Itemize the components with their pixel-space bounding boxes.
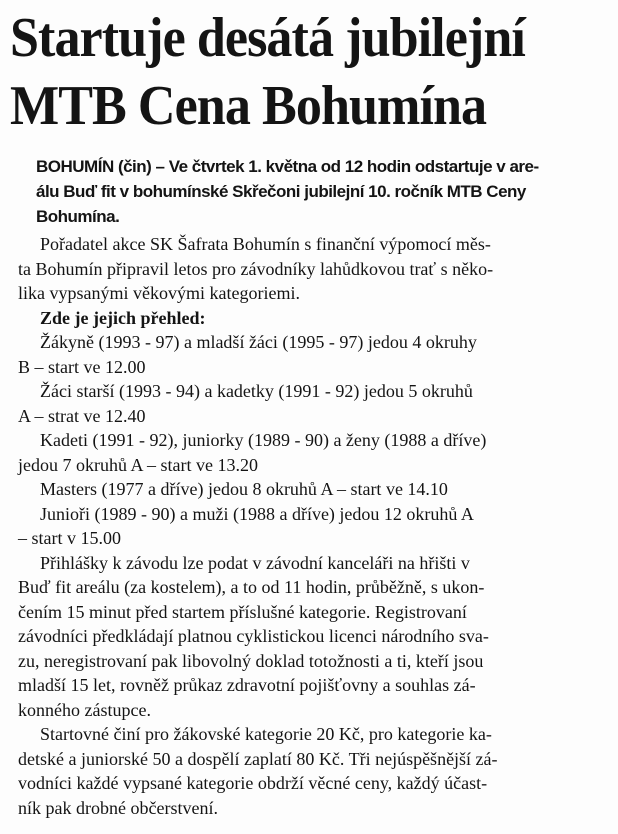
lead-line: Bohumína. — [36, 207, 120, 226]
text-line: konného zástupce. — [18, 699, 151, 720]
text-line: Pořadatel akce SK Šafrata Bohumín s finanční výpomocí měs- — [40, 234, 491, 254]
registration-paragraph — [18, 551, 606, 723]
text-line: závodníci předkládají platnou cyklistickou licenci národního sva- — [18, 626, 489, 646]
headline-line: Startuje desátá jubilejní — [10, 7, 525, 69]
headline — [10, 4, 568, 140]
category-line: Junioři (1989 - 90) a muži (1988 a dříve) jedou 12 okruhů A — [40, 503, 474, 524]
text-line: ník pak drobné občerstvení. — [18, 797, 218, 818]
category-line: Masters (1977 a dříve) jedou 8 okruhů A – start ve 14.10 — [40, 479, 448, 499]
text-line: mladší 15 let, rovněž průkaz zdravotní pojišťovny a souhlas zá- — [18, 675, 476, 695]
text-line: Přihlášky k závodu lze podat v závodní kanceláři na hřišti v — [40, 552, 470, 573]
text-line: vodníci každé vypsané kategorie obdrží věcné ceny, každý účast- — [18, 773, 488, 793]
text-line: detské a juniorské 50 a dospělí zaplatí 80 Kč. Tři nejúspěšnější zá- — [18, 748, 498, 769]
category-line: Kadeti (1991 - 92), juniorky (1989 - 90) a ženy (1988 a dříve) — [40, 430, 487, 450]
categories-list — [18, 330, 606, 551]
category-line: jedou 7 okruhů A – start ve 13.20 — [18, 454, 258, 475]
category-line: B – start ve 12.00 — [18, 356, 146, 377]
lead-paragraph — [36, 154, 604, 229]
text-line: ta Bohumín připravil letos pro závodníky lahůdkovou trať s něko- — [18, 258, 494, 279]
category-line: – start v 15.00 — [18, 528, 121, 548]
overview-heading: Zde je jejich přehled: — [40, 307, 206, 328]
text-line: Startovné činí pro žákovské kategorie 20 Kč, pro kategorie ka- — [40, 724, 492, 744]
lead-line: BOHUMÍN (čin) – Ve čtvrtek 1. května od 12 hodin odstartuje v are- — [36, 157, 539, 176]
text-line: lika vypsanými věkovými kategoriemi. — [18, 283, 300, 303]
article-body — [18, 232, 606, 820]
category-line: Žáci starší (1993 - 94) a kadetky (1991 - 92) jedou 5 okruhů — [40, 381, 473, 401]
lead-line: álu Buď fit v bohumínské Skřečoni jubilejní 10. ročník MTB Ceny — [36, 182, 526, 201]
category-line: Žákyně (1993 - 97) a mladší žáci (1995 - 97) jedou 4 okruhy — [40, 332, 477, 352]
text-line: zu, neregistrovaní pak libovolný doklad totožnosti a ti, kteří jsou — [18, 650, 484, 671]
text-line: Buď fit areálu (za kostelem), a to od 11 hodin, průběžně, s ukon- — [18, 577, 485, 597]
intro-paragraph — [18, 232, 606, 306]
category-line: A – strat ve 12.40 — [18, 405, 146, 426]
headline-line: MTB Cena Bohumína — [10, 75, 487, 137]
text-line: čením 15 minut před startem příslušné kategorie. Registrovaní — [18, 601, 467, 622]
fees-paragraph — [18, 722, 606, 820]
